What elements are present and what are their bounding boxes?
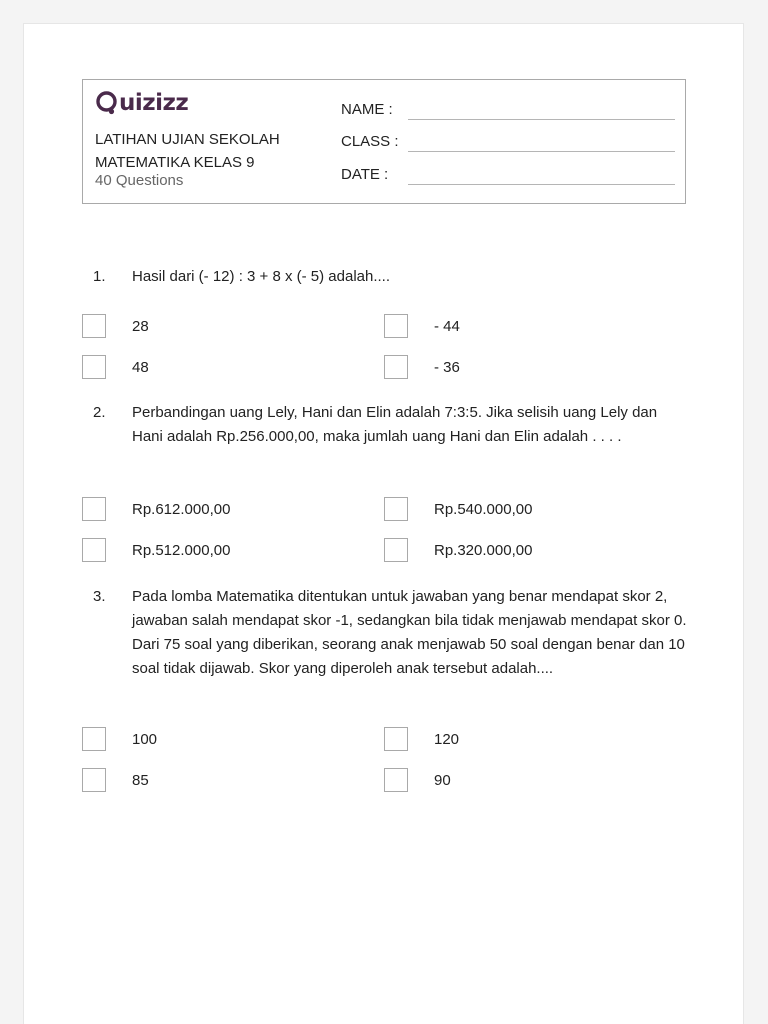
option-text: Rp.612.000,00 [132,500,231,518]
answer-checkbox[interactable] [384,768,408,792]
question-text: Pada lomba Matematika ditentukan untuk jawaban yang benar mendapat skor 2, jawaban salah mendapat skor -1, sedangkan bila tidak menjawab mendapat skor 0. Dari 75 soal yang diberikan, seorang anak menjawab 50 soal dengan benar dan 10 soal tidak dijawab. Skor yang diperoleh anak tersebut adalah.... [132,588,687,677]
option-text: 90 [434,771,451,789]
logo-wordmark: uizizz [119,90,189,116]
option-text: Rp.320.000,00 [434,541,533,559]
answer-checkbox[interactable] [82,497,106,521]
question-number: 3. [93,588,106,605]
date-line[interactable] [408,184,675,185]
date-label: DATE : [341,166,389,183]
class-label: CLASS : [341,133,399,150]
answer-checkbox[interactable] [82,768,106,792]
q3-option-d[interactable] [384,767,451,793]
name-line[interactable] [408,119,675,120]
option-text: 28 [132,317,149,335]
quiz-title-line-1: LATIHAN UJIAN SEKOLAH [95,131,280,148]
q3-option-b[interactable] [384,726,460,752]
answer-checkbox[interactable] [384,497,408,521]
q2-option-a[interactable] [82,496,231,522]
q1-option-c[interactable] [82,354,149,380]
option-text: Rp.512.000,00 [132,541,231,559]
quizizz-logo [95,88,188,118]
option-text: Rp.540.000,00 [434,500,533,518]
answer-checkbox[interactable] [384,355,408,379]
class-line[interactable] [408,151,675,152]
q3-option-c[interactable] [82,767,149,793]
question-number: 1. [93,268,106,285]
option-text: - 44 [434,317,460,335]
option-text: - 36 [434,358,460,376]
answer-checkbox[interactable] [82,314,106,338]
question-text: Perbandingan uang Lely, Hani dan Elin adalah 7:3:5. Jika selisih uang Lely dan Hani adalah Rp.256.000,00, maka jumlah uang Hani dan Elin adalah . . . . [132,404,658,445]
q1-option-b[interactable] [384,313,460,339]
answer-checkbox[interactable] [82,538,106,562]
q2-option-b[interactable] [384,496,533,522]
q1-option-a[interactable] [82,313,149,339]
option-text: 120 [434,730,460,748]
name-label: NAME : [341,101,393,118]
class-field[interactable] [341,128,675,152]
answer-checkbox[interactable] [82,355,106,379]
answer-checkbox[interactable] [384,538,408,562]
q2-option-c[interactable] [82,537,231,563]
option-text: 48 [132,358,149,376]
question-count: 40 Questions [95,172,184,189]
worksheet-page [23,23,744,1024]
quizizz-q-icon [95,90,119,116]
answer-checkbox[interactable] [82,727,106,751]
quiz-title-line-2: MATEMATIKA KELAS 9 [95,154,255,171]
option-text: 85 [132,771,149,789]
question-number: 2. [93,404,106,421]
worksheet-header [82,79,686,204]
date-field[interactable] [341,161,675,185]
name-field[interactable] [341,96,675,120]
answer-checkbox[interactable] [384,314,408,338]
q1-option-d[interactable] [384,354,460,380]
option-text: 100 [132,730,158,748]
question-text: Hasil dari (- 12) : 3 + 8 x (- 5) adalah.... [132,268,391,285]
q3-option-a[interactable] [82,726,158,752]
quiz-title [95,128,280,174]
q2-option-d[interactable] [384,537,533,563]
answer-checkbox[interactable] [384,727,408,751]
